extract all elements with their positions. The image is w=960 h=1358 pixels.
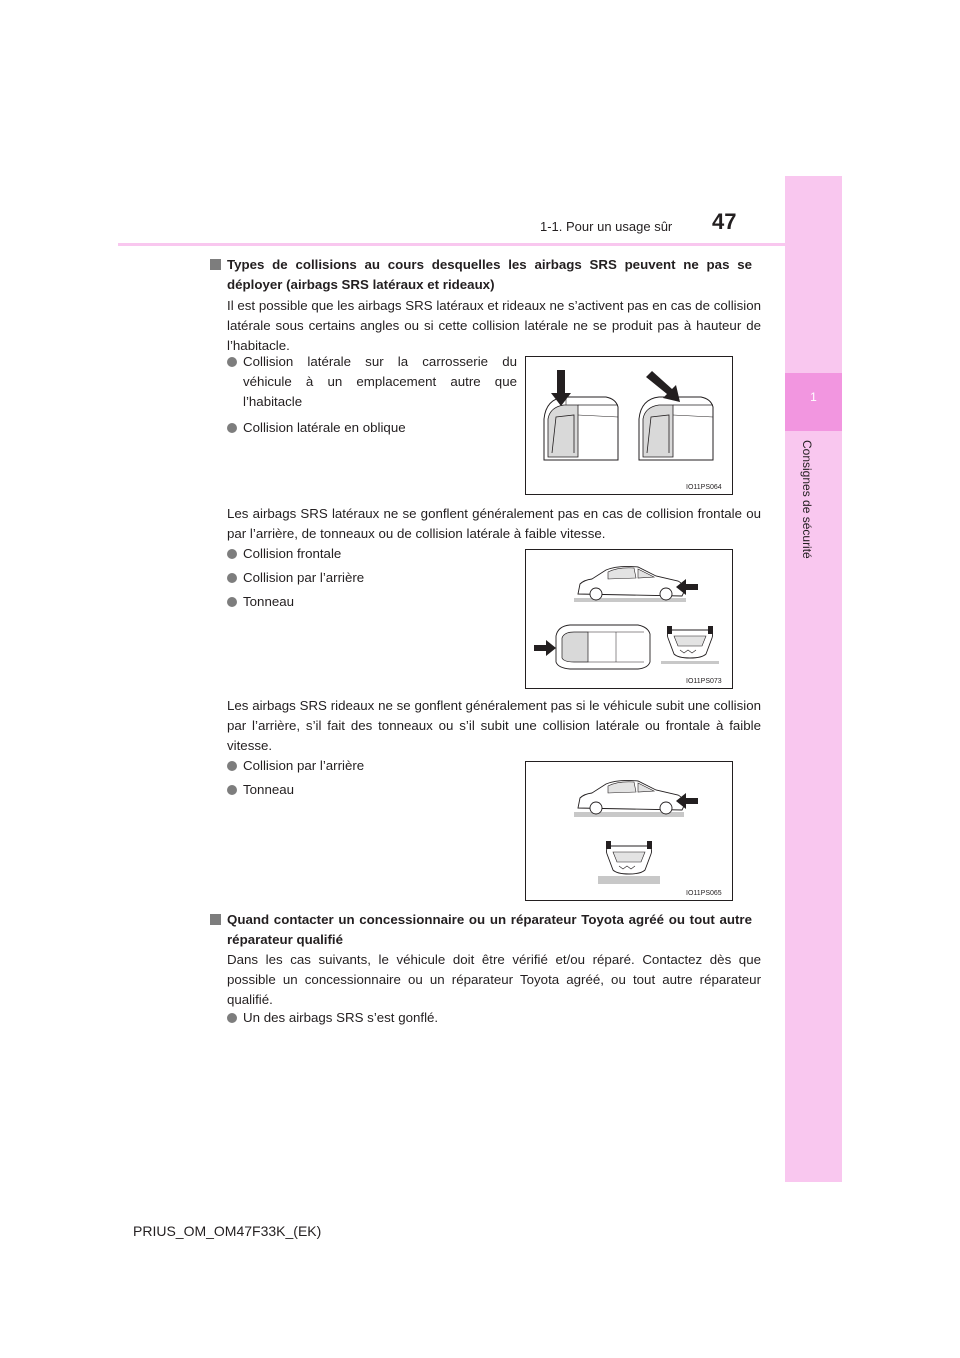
- list-item-text: Tonneau: [243, 782, 295, 797]
- group1-bullet-list: [227, 352, 517, 438]
- types-paragraph: Il est possible que les airbags SRS latéraux et rideaux ne s’activent pas en cas de collision latérale sous certains angles ou si cette collision latérale ne se produit pas à hauteur de l’habitacle.: [227, 298, 761, 353]
- header-rule: [118, 243, 785, 246]
- figure-rear-rollover: [525, 761, 733, 901]
- contact-paragraph: Dans les cas suivants, le véhicule doit être vérifié et/ou réparé. Contactez dès que possible un concessionnaire ou un réparateur Toyota agréé, ou tout autre réparateur qualifié.: [227, 952, 761, 1007]
- square-bullet-icon: [210, 259, 221, 270]
- figure-front-rear-rollover: [525, 549, 733, 689]
- footer-document-code: PRIUS_OM_OM47F33K_(EK): [133, 1223, 322, 1239]
- page-number: 47: [712, 209, 737, 234]
- group3-bullet-list: [227, 756, 517, 800]
- contact-heading-row: [210, 910, 752, 950]
- list-item: [227, 756, 517, 776]
- list-item-text: Collision par l’arrière: [243, 570, 365, 585]
- bullet-icon: [227, 761, 237, 771]
- bullet-icon: [227, 597, 237, 607]
- side-airbag-paragraph: Les airbags SRS latéraux ne se gonflent généralement pas en cas de collision frontale ou par l’arrière, de tonneaux ou de collision latérale à faible vitesse.: [227, 506, 761, 541]
- bullet-icon: [227, 423, 237, 433]
- car-side-and-top-illustration: [526, 550, 732, 688]
- car-side-and-rollover-illustration: [526, 762, 732, 900]
- list-item-text: Collision latérale sur la carrosserie du véhicule à un emplacement autre que l’habitacle: [243, 354, 517, 409]
- figure-code: IO11PS073: [686, 678, 722, 685]
- list-item: [227, 418, 517, 438]
- list-item-text: Collision frontale: [243, 546, 342, 561]
- group2-bullet-list: [227, 544, 517, 612]
- types-heading-row: [210, 255, 752, 295]
- list-item: [227, 592, 517, 612]
- chapter-label: Consignes de sécurité: [800, 440, 814, 559]
- figure-code: IO11PS065: [686, 890, 722, 897]
- contact-bullet-list: [227, 1008, 627, 1028]
- arrow-right-icon: [534, 640, 556, 656]
- list-item: [227, 1008, 627, 1028]
- bullet-icon: [227, 357, 237, 367]
- bullet-icon: [227, 549, 237, 559]
- list-item-text: Collision par l’arrière: [243, 758, 365, 773]
- contact-heading: Quand contacter un concessionnaire ou un réparateur Toyota agréé ou tout autre réparateur qualifié: [227, 912, 752, 947]
- figure-code: IO11PS064: [686, 484, 722, 491]
- list-item-text: Collision latérale en oblique: [243, 420, 406, 435]
- side-tab: [785, 176, 842, 1182]
- bullet-icon: [227, 573, 237, 583]
- bullet-icon: [227, 785, 237, 795]
- list-item-text: Un des airbags SRS s’est gonflé.: [243, 1010, 439, 1025]
- list-item: [227, 544, 517, 564]
- chapter-number: 1: [810, 390, 817, 404]
- curtain-airbag-paragraph: Les airbags SRS rideaux ne se gonflent généralement pas si le véhicule subit une collision par l’arrière, s’il fait des tonneaux ou s’il subit une collision latérale ou frontale à faible vitesse.: [227, 698, 761, 753]
- list-item: [227, 780, 517, 800]
- list-item: [227, 352, 517, 412]
- square-bullet-icon: [210, 914, 221, 925]
- list-item-text: Tonneau: [243, 594, 295, 609]
- car-top-view-illustration: [526, 357, 732, 494]
- list-item: [227, 568, 517, 588]
- bullet-icon: [227, 1013, 237, 1023]
- types-heading: Types de collisions au cours desquelles les airbags SRS peuvent ne pas se déployer (airbags SRS latéraux et rideaux): [227, 257, 752, 292]
- section-title: 1-1. Pour un usage sûr: [540, 219, 673, 234]
- figure-side-collision: [525, 356, 733, 495]
